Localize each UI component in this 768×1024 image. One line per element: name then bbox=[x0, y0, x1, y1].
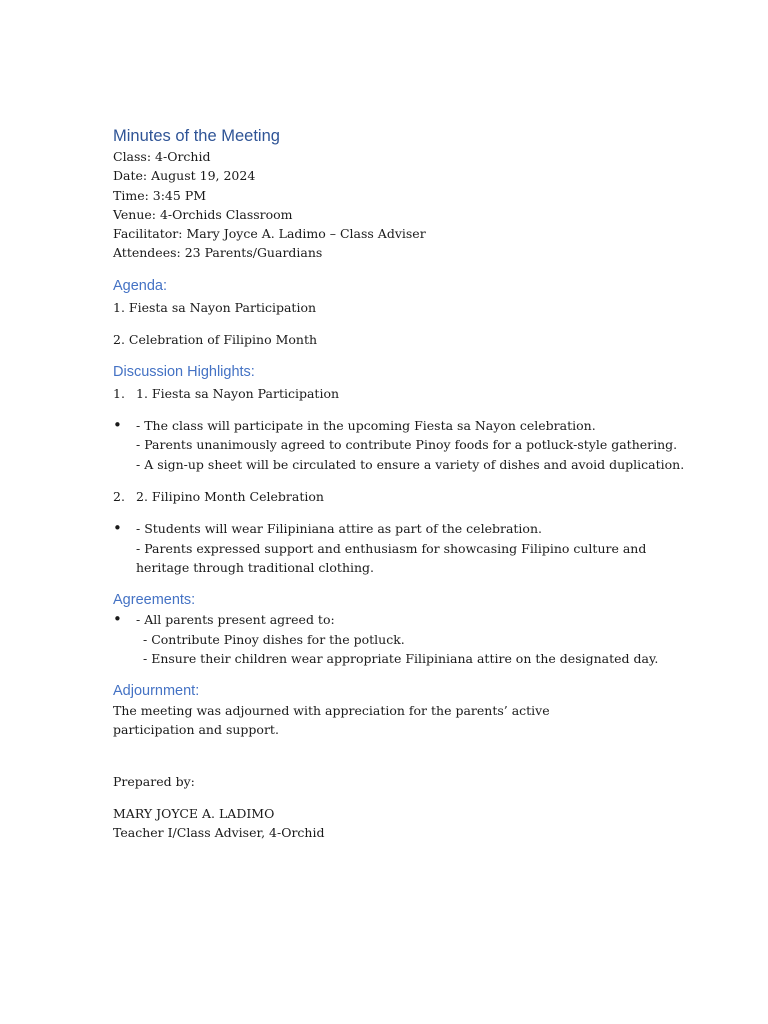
agreements-heading: Agreements: bbox=[113, 592, 196, 609]
agenda-item: 1. Fiesta sa Nayon Participation bbox=[113, 299, 317, 315]
discussion-heading: Discussion Highlights: bbox=[113, 363, 255, 380]
minutes-document bbox=[113, 125, 685, 842]
preparer-name: MARY JOYCE A. LADIMO bbox=[113, 805, 275, 821]
discussion-point: - Parents unanimously agreed to contribute Pinoy foods for a potluck-style gathering. bbox=[136, 437, 678, 453]
discussion-point: - Students will wear Filipiniana attire as part of the celebration. bbox=[136, 521, 542, 537]
adjournment-text: The meeting was adjourned with appreciation for the parents’ active participation and support. bbox=[113, 703, 550, 738]
list-number: 2. bbox=[113, 489, 125, 505]
time-line: Time: 3:45 PM bbox=[113, 187, 207, 203]
agreements-intro: - All parents present agreed to: bbox=[136, 612, 335, 628]
discussion-point: - The class will participate in the upcoming Fiesta sa Nayon celebration. bbox=[136, 418, 596, 434]
discussion-point: - Parents expressed support and enthusiasm for showcasing Filipino culture and bbox=[136, 540, 647, 556]
agreement-item: - Contribute Pinoy dishes for the potluck. bbox=[143, 631, 405, 647]
bullet-icon: • bbox=[113, 416, 122, 435]
agenda-heading: Agenda: bbox=[113, 277, 168, 294]
facilitator-line: Facilitator: Mary Joyce A. Ladimo – Class Adviser bbox=[113, 226, 426, 242]
venue-line: Venue: 4-Orchids Classroom bbox=[113, 206, 293, 222]
discussion-point: heritage through traditional clothing. bbox=[136, 559, 375, 575]
list-number: 1. bbox=[113, 385, 125, 401]
bullet-icon: • bbox=[113, 610, 122, 629]
discussion-item bbox=[113, 487, 673, 506]
discussion-points bbox=[113, 519, 673, 577]
adjournment-heading: Adjournment: bbox=[113, 683, 200, 700]
agreements-list bbox=[113, 610, 673, 668]
preparer-position: Teacher I/Class Adviser, 4-Orchid bbox=[113, 824, 325, 840]
date-line: Date: August 19, 2024 bbox=[113, 168, 256, 184]
agenda-item: 2. Celebration of Filipino Month bbox=[113, 331, 318, 347]
discussion-points bbox=[113, 416, 685, 474]
discussion-item-title: 1. Fiesta sa Nayon Participation bbox=[136, 385, 340, 401]
document-title: Minutes of the Meeting bbox=[113, 127, 280, 145]
meeting-info bbox=[113, 147, 673, 263]
discussion-item bbox=[113, 384, 673, 403]
class-line: Class: 4-Orchid bbox=[113, 149, 211, 164]
agreement-item: - Ensure their children wear appropriate Filipiniana attire on the designated day. bbox=[143, 650, 659, 666]
prepared-by-label: Prepared by: bbox=[113, 773, 195, 789]
attendees-line: Attendees: 23 Parents/Guardians bbox=[113, 245, 323, 261]
discussion-item-title: 2. Filipino Month Celebration bbox=[136, 489, 324, 505]
discussion-point: - A sign-up sheet will be circulated to ensure a variety of dishes and avoid duplication. bbox=[136, 456, 685, 472]
bullet-icon: • bbox=[113, 519, 122, 538]
